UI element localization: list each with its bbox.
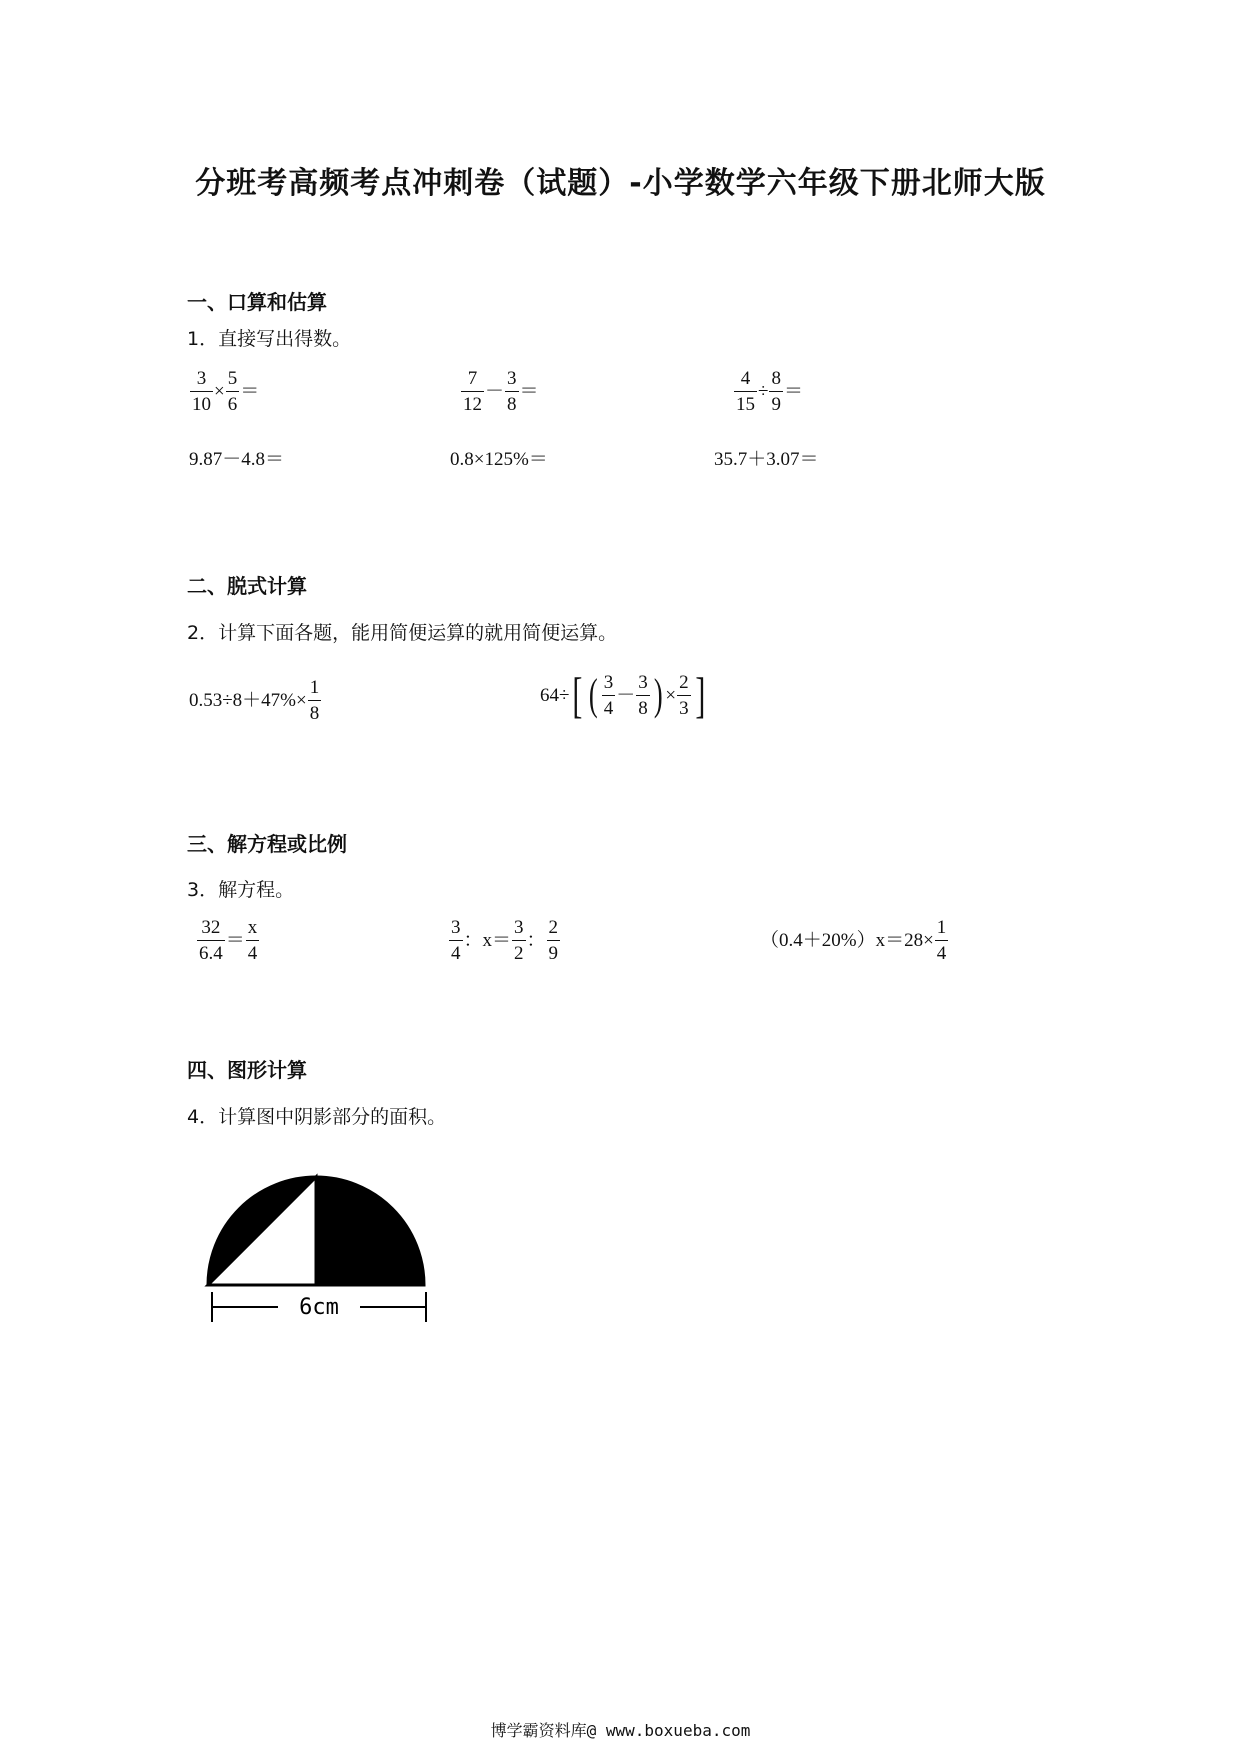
section-heading-1: 一、口算和估算 <box>187 290 327 314</box>
page-title: 分班考高频考点冲刺卷（试题）-小学数学六年级下册北师大版 <box>195 166 1046 201</box>
fraction: $\frac{3}{4}$ <box>451 917 461 964</box>
expr-2b: 64÷ [ ( $\frac{3}{4}$ － $\frac{3}{8}$ ) × $\frac{2}{3}$ ] <box>540 667 705 723</box>
fraction: $\frac{2}{3}$ <box>679 671 689 719</box>
expr-3a: $\frac{32}{6.4}$ ＝ $\frac{x}{4}$ <box>199 917 258 964</box>
fraction: $\frac{3}{10}$ <box>192 368 211 415</box>
fraction: $\frac{1}{8}$ <box>309 677 320 724</box>
expr-1e: 0.8×125%＝ <box>450 449 548 470</box>
fraction: $\frac{7}{12}$ <box>463 368 482 415</box>
question-3: 3．解方程。 <box>187 879 295 901</box>
fraction: $\frac{32}{6.4}$ <box>199 917 223 964</box>
section-heading-2: 二、脱式计算 <box>187 574 307 598</box>
fraction: $\frac{3}{4}$ <box>603 671 614 719</box>
expr-1c: $\frac{4}{15}$ ÷ $\frac{8}{9}$ ＝ <box>736 368 803 415</box>
question-1: 1．直接写出得数。 <box>187 328 352 350</box>
fraction: $\frac{x}{4}$ <box>247 917 258 964</box>
expr-3b: $\frac{3}{4}$ ：x＝ $\frac{3}{2}$ ： $\frac{2}{9}$ <box>451 917 559 964</box>
footer-watermark: 博学霸资料库@ www.boxueba.com <box>490 1721 751 1740</box>
fraction: $\frac{8}{9}$ <box>771 368 781 415</box>
expr-1b: $\frac{7}{12}$ － $\frac{3}{8}$ ＝ <box>463 368 539 415</box>
fraction: $\frac{5}{6}$ <box>227 368 238 415</box>
dimension-label: 6cm <box>299 1295 339 1320</box>
fraction: $\frac{3}{8}$ <box>638 671 648 719</box>
expr-1d: 9.87－4.8＝ <box>189 449 285 470</box>
section-heading-3: 三、解方程或比例 <box>187 832 347 856</box>
section-heading-4: 四、图形计算 <box>187 1058 307 1082</box>
semicircle-figure <box>200 1170 440 1330</box>
fraction: $\frac{1}{4}$ <box>936 917 947 964</box>
expr-2a: 0.53÷8＋47%× $\frac{1}{8}$ <box>189 677 320 724</box>
fraction: $\frac{3}{2}$ <box>514 917 524 964</box>
expr-3c: （0.4＋20%）x＝28× $\frac{1}{4}$ <box>760 917 947 964</box>
question-2: 2．计算下面各题，能用简便运算的就用简便运算。 <box>187 622 618 644</box>
expr-1f: 35.7＋3.07＝ <box>714 449 819 470</box>
expr-1a: $\frac{3}{10}$ × $\frac{5}{6}$ ＝ <box>192 368 260 415</box>
fraction: $\frac{2}{9}$ <box>548 917 559 964</box>
question-4: 4．计算图中阴影部分的面积。 <box>187 1106 447 1128</box>
shaded-right-quarter <box>316 1177 424 1285</box>
fraction: $\frac{3}{8}$ <box>507 368 517 415</box>
fraction: $\frac{4}{15}$ <box>736 368 755 415</box>
